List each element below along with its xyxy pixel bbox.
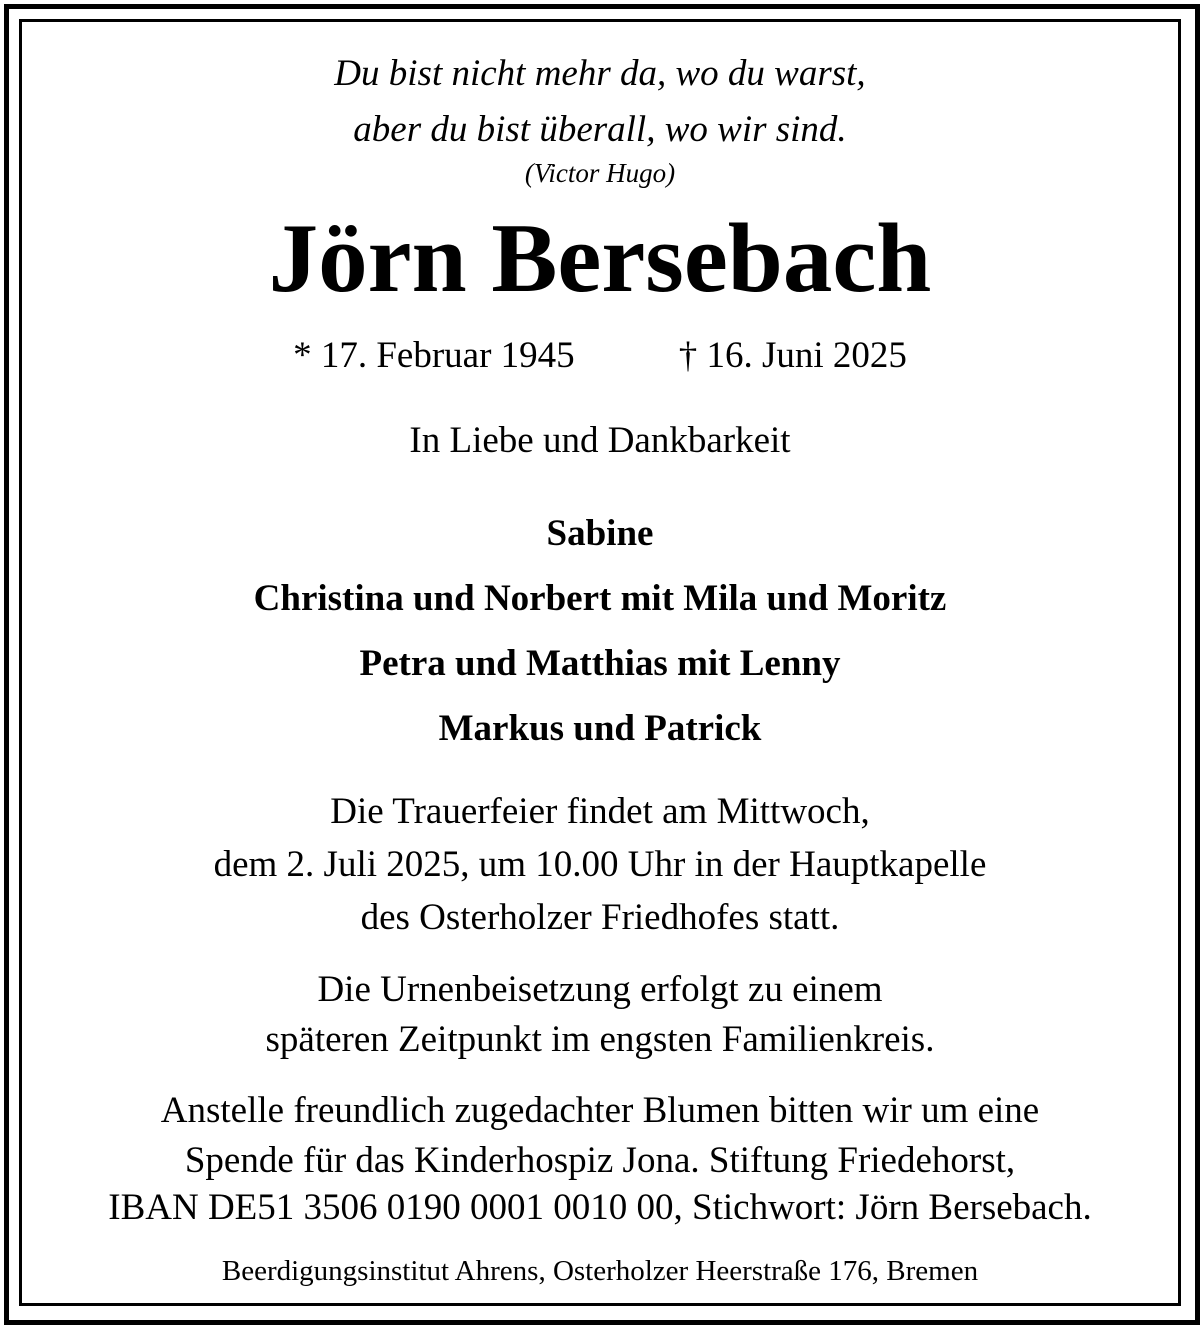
dedication: In Liebe und Dankbarkeit [409,420,791,461]
ceremony-line-1: Die Trauerfeier findet am Mittwoch, [330,791,870,832]
family-line-1: Sabine [546,513,654,554]
donation-line-2: Spende für das Kinderhospiz Jona. Stiftung Friedehorst, [184,1140,1016,1181]
quote-line-1: Du bist nicht mehr da, wo du warst, [334,53,866,94]
donation-line-3: IBAN DE51 3506 0190 0001 0010 00, Stichwort: Jörn Bersebach. [108,1187,1092,1228]
urn-line-1: Die Urnenbeisetzung erfolgt zu einem [317,969,883,1010]
donation-line-1: Anstelle freundlich zugedachter Blumen bitten wir um eine [160,1090,1040,1131]
quote-author: (Victor Hugo) [524,158,676,188]
life-dates [22,334,1178,377]
ceremony-line-3: des Osterholzer Friedhofes statt. [360,897,840,938]
death-date: † 16. Juni 2025 [678,335,907,376]
family-line-3: Petra und Matthias mit Lenny [359,643,841,684]
deceased-name: Jörn Bersebach [268,204,932,313]
quote-line-2: aber du bist überall, wo wir sind. [353,109,847,150]
urn-line-2: späteren Zeitpunkt im engsten Familienkreis. [265,1019,935,1060]
ceremony-line-2: dem 2. Juli 2025, um 10.00 Uhr in der Hauptkapelle [213,844,987,885]
family-line-4: Markus und Patrick [438,708,762,749]
funeral-home: Beerdigungsinstitut Ahrens, Osterholzer Heerstraße 176, Bremen [221,1255,979,1287]
birth-date: * 17. Februar 1945 [293,335,575,376]
family-line-2: Christina und Norbert mit Mila und Moritz [253,578,947,619]
